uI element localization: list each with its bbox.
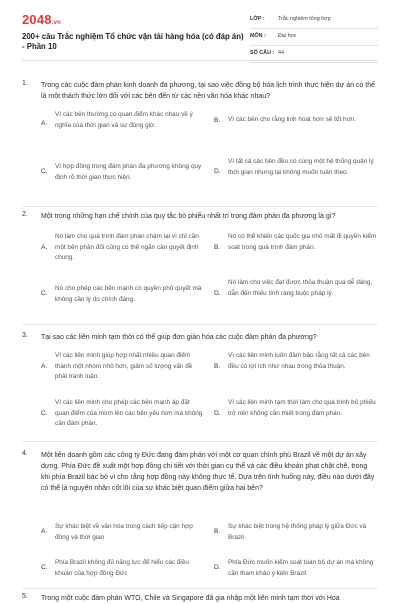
option-letter: D.: [214, 168, 221, 175]
question-divider: [22, 441, 378, 442]
meta-value: Đại học: [278, 33, 297, 39]
question-text: Tại sao các liên minh tạm thời có thể giúp đơn giản hóa các cuộc đàm phán đa phương?: [41, 334, 317, 341]
option-text: Phía Đức muốn kiểm soát toàn bộ dự án mà không cần tham khảo ý kiến Brazil: [228, 559, 374, 577]
option-letter: C.: [41, 410, 48, 417]
option-letter: C.: [41, 168, 48, 175]
logo-text: 2048: [22, 12, 52, 27]
question-text: Trong các cuộc đàm phán kinh doanh đa phương, tại sao việc đồng bộ hóa lịch trình thực hiện dự án có thể là một thách thức lớn đối với các bên đến từ các nền văn hóa khác nhau?: [41, 82, 375, 100]
option-text: Vì tất cả các bên đều có cùng một hệ thống quản lý thời gian nhưng lại không muốn tuân theo.: [228, 158, 374, 176]
question-text: Một trong những hạn chế chính của quy tắc bỏ phiếu nhất trí trong đàm phán đa phương là gì?: [41, 213, 336, 220]
meta-value: 44: [278, 50, 284, 56]
option-letter: B.: [214, 117, 221, 124]
question-number: 1.: [22, 80, 28, 87]
question-number: 2.: [22, 211, 28, 218]
option-text: Vì các liên minh tạm thời làm cho quá trình bỏ phiếu trở nên không cần thiết trong đàm phán.: [228, 399, 376, 417]
question-divider: [22, 324, 378, 325]
question-number: 5.: [22, 593, 28, 600]
option-letter: D.: [214, 290, 221, 297]
meta-label: MÔN :: [250, 33, 266, 39]
option-text: Sự khác biệt trong hệ thống pháp lý giữa Đức và Brazil: [228, 523, 367, 541]
option-letter: B.: [214, 363, 221, 370]
document-header: [22, 12, 378, 64]
option-text: Nó có thể khiến các quốc gia nhỏ mất đi quyền kiểm soát trong quá trình đàm phán.: [228, 233, 377, 251]
option-text: Vì các bên thường có quan điểm khác nhau về ý nghĩa của thời gian và sự đúng giờ.: [55, 111, 193, 129]
option-text: Nó làm cho quá trình đàm phán chậm lại vì chỉ cần một bên phản đối cũng có thể ngăn cản quyết định chung.: [55, 233, 199, 261]
question-number: 4.: [22, 450, 28, 457]
option-letter: D.: [214, 564, 221, 571]
document-title: 200+ câu Trắc nghiệm Tổ chức vận tải hàng hóa (có đáp án) - Phần 10: [22, 32, 244, 51]
option-letter: B.: [214, 528, 221, 535]
header-divider: [22, 60, 378, 61]
meta-label: LỚP :: [250, 16, 265, 22]
option-text: Phía Brazil không đủ năng lực để hiểu các điều khoản của hợp đồng Đức: [55, 559, 189, 577]
question-text: Trong một cuộc đàm phán WTO, Chile và Singapore đã gia nhập một liên minh tạm thời với Hoa: [41, 595, 340, 602]
option-text: Vì các liên minh giúp hợp nhất nhiều quan điểm thành một nhóm nhỏ hơn, giảm số lượng vấn đề phải tranh luận.: [55, 352, 193, 380]
option-letter: C.: [41, 290, 48, 297]
meta-value: Trắc nghiệm tổng hợp: [278, 16, 331, 22]
option-text: Sự khác biệt về văn hóa trong cách tiếp cận hợp đồng và thời gian: [55, 523, 193, 541]
logo-suffix: .vn: [51, 20, 62, 26]
document-meta: [250, 12, 378, 63]
question-text: Một liên doanh gồm các công ty Đức đang đàm phán với một cơ quan chính phủ Brazil về một dự án xây dựng. Phía Đức đề xuất một hợp đồng chi tiết với thời gian cụ thể và các điều khoản phạt chặt chẽ, trong khi phía Brazil bác bỏ vì cho rằng hợp đồng này không thực tế. Dựa trên tình huống này, điều nào dưới đây có thể là nguyên nhân cốt lõi của sự khác biệt quan điểm giữa hai bên?: [41, 452, 375, 492]
option-letter: A.: [41, 120, 48, 127]
option-letter: C.: [41, 564, 48, 571]
option-letter: A.: [41, 528, 48, 535]
option-text: Vì các liên minh cho phép các bên mạnh áp đặt quan điểm của mình lên các bên yếu hơn mà không cần đàm phán.: [55, 399, 203, 427]
question-divider: [22, 588, 378, 589]
option-text: Vì các bên cho rằng linh hoạt hơn sẽ tốt hơn.: [228, 116, 357, 123]
option-letter: A.: [41, 244, 48, 251]
question-number: 3.: [22, 332, 28, 339]
meta-label: SỐ CÂU :: [250, 50, 275, 56]
option-letter: D.: [214, 410, 221, 417]
site-logo[interactable]: [22, 12, 61, 27]
option-letter: A.: [41, 363, 48, 370]
meta-row-class: [250, 12, 378, 29]
question-divider: [22, 206, 378, 207]
option-text: Nó cho phép các bên mạnh có quyền phủ quyết mà không cần lý do chính đáng.: [55, 285, 202, 303]
option-text: Nó làm cho việc đạt được thỏa thuận quá dễ dàng, dẫn đến thiếu tính ràng buộc pháp lý.: [228, 279, 373, 297]
option-text: Vì các liên minh luôn đảm bảo rằng tất cả các bên đều có lợi ích như nhau trong thỏa thuận.: [228, 352, 370, 370]
meta-row-subject: [250, 29, 378, 46]
option-letter: B.: [214, 244, 221, 251]
option-text: Vì hợp đồng trong đàm phán đa phương không quy định rõ thời gian thực hiện.: [55, 163, 202, 181]
